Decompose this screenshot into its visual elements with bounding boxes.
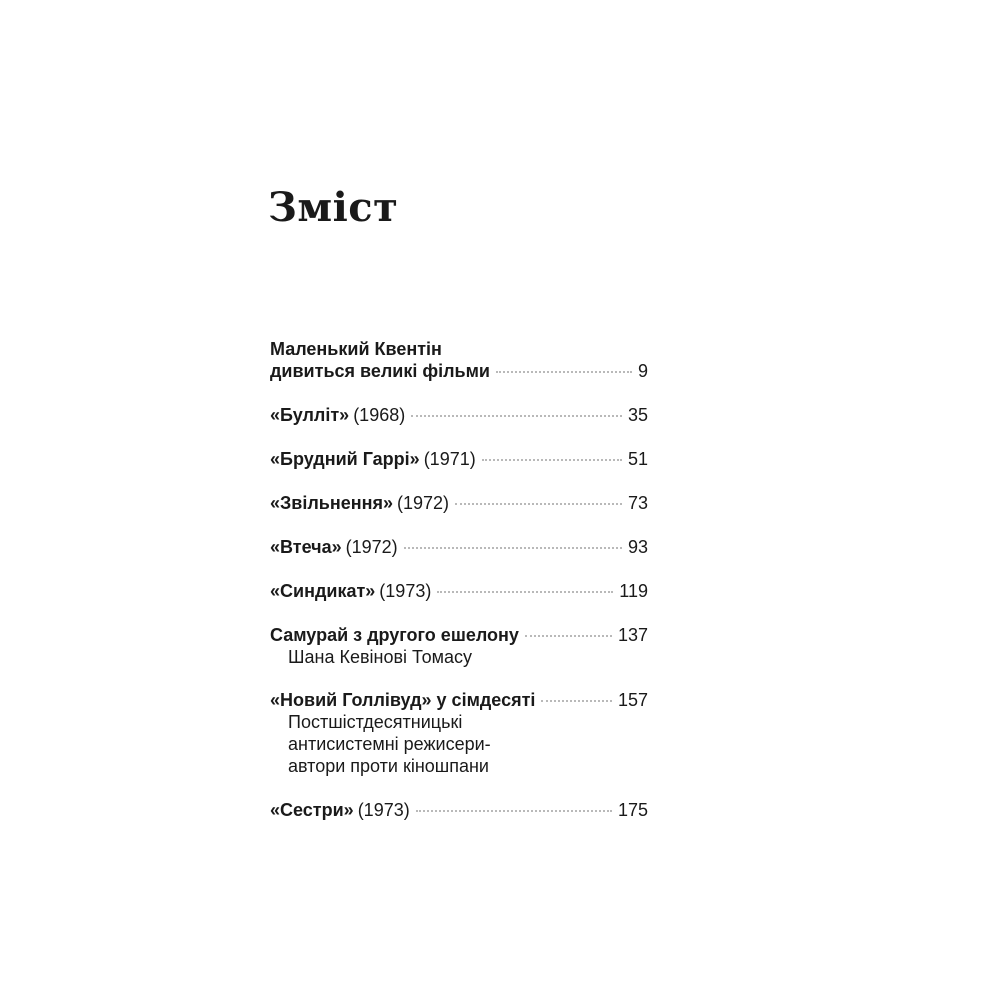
toc-page-number: 175: [617, 800, 648, 820]
toc-entry-subtitle: антисистемні режисери-: [288, 734, 491, 754]
leader-dots: [482, 459, 622, 461]
toc-page-number: 51: [627, 449, 648, 469]
toc-entry: [270, 580, 648, 602]
toc-page-number: 137: [617, 625, 648, 645]
toc-entry-title: «Булліт»: [270, 405, 350, 425]
toc-entry-line: [270, 624, 648, 646]
toc-entry-year: (1973): [357, 800, 410, 820]
toc-entry-title: «Сестри»: [270, 800, 354, 820]
toc-page-number: 9: [637, 361, 648, 381]
toc-entry-year: (1968): [353, 405, 406, 425]
toc-entry: [270, 799, 648, 821]
toc-entry: [270, 338, 648, 382]
toc-entry: [270, 536, 648, 558]
page-title: Зміст: [268, 184, 399, 231]
toc-entry: [270, 689, 648, 777]
toc-entry-title: «Новий Голлівуд» у сімдесяті: [270, 690, 536, 710]
toc-entry: [270, 448, 648, 470]
leader-dots: [416, 810, 612, 812]
leader-dots: [437, 591, 613, 593]
toc-entry-line: [270, 799, 648, 821]
toc-entry-title: «Синдикат»: [270, 581, 376, 601]
toc-entry-year: (1971): [423, 449, 476, 469]
toc-page-number: 93: [627, 537, 648, 557]
toc-entry-title: Маленький Квентін: [270, 339, 442, 359]
toc-entry-subtitle: автори проти кіношпани: [288, 756, 489, 776]
toc-entry: [270, 404, 648, 426]
toc-entry-year: (1973): [379, 581, 432, 601]
toc-entry-line: [270, 536, 648, 558]
toc-entry-line: [270, 492, 648, 514]
toc-entry-line: [270, 580, 648, 602]
toc-entry-line: [270, 689, 648, 711]
leader-dots: [404, 547, 622, 549]
toc-entry-title: «Втеча»: [270, 537, 342, 557]
leader-dots: [525, 635, 612, 637]
toc-page-number: 35: [627, 405, 648, 425]
toc-entry-year: (1972): [345, 537, 398, 557]
toc-page-number: 119: [619, 581, 648, 601]
leader-dots: [541, 700, 612, 702]
toc-entry: [270, 624, 648, 668]
toc-entry-title: «Звільнення»: [270, 493, 393, 513]
toc-entry-line: [270, 338, 648, 360]
leader-dots: [496, 371, 632, 373]
toc-entry-subtitle: Постшістдесятницькі: [288, 712, 463, 732]
toc-entry-title: «Брудний Гаррі»: [270, 449, 420, 469]
toc-entry-line: [270, 404, 648, 426]
toc-entry-title: дивиться великі фільми: [270, 361, 490, 381]
toc-entry-line: [270, 448, 648, 470]
toc-entry-year: (1972): [397, 493, 450, 513]
toc-entry-title: Самурай з другого ешелону: [270, 625, 519, 645]
toc-page-number: 157: [617, 690, 648, 710]
toc-entry-subtitle: Шана Кевінові Томасу: [288, 647, 473, 667]
toc-entry-line: [270, 360, 648, 382]
toc-entry: [270, 492, 648, 514]
toc-page-number: 73: [627, 493, 648, 513]
leader-dots: [455, 503, 622, 505]
leader-dots: [411, 415, 622, 417]
